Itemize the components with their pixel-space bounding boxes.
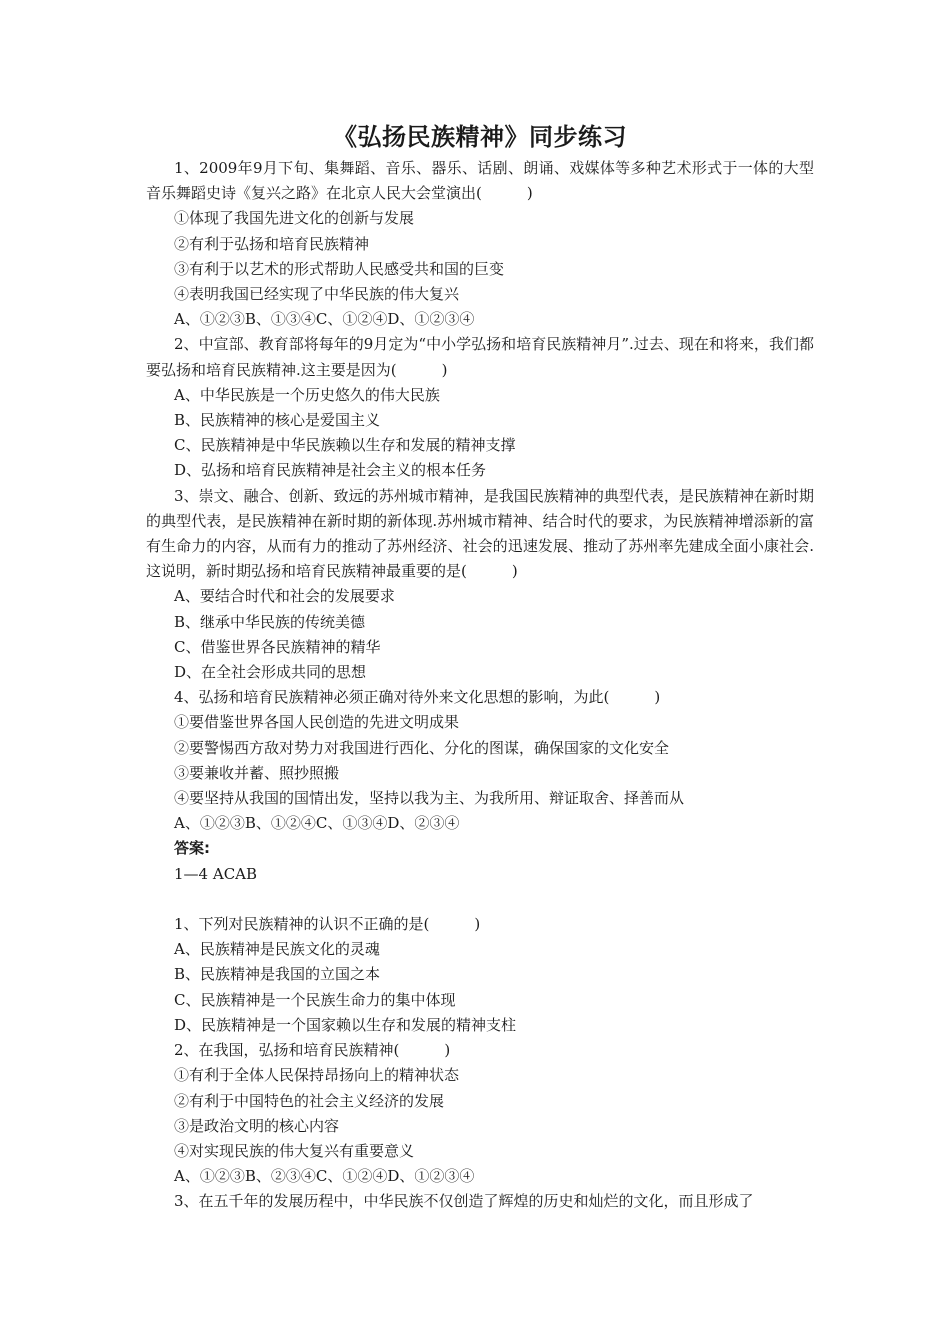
part2-line: A、民族精神是民族文化的灵魂 <box>174 940 380 959</box>
question-1-options: A、①②③B、①③④C、①②④D、①②③④ <box>174 310 475 329</box>
question-3-option: B、继承中华民族的传统美德 <box>174 612 366 631</box>
question-2-option: B、民族精神的核心是爱国主义 <box>174 411 381 430</box>
part2-line: B、民族精神是我国的立国之本 <box>174 965 381 984</box>
question-3-option: D、在全社会形成共同的思想 <box>174 663 367 682</box>
question-2-option: C、民族精神是中华民族赖以生存和发展的精神支撑 <box>174 436 516 455</box>
part2-line: ③是政治文明的核心内容 <box>174 1116 340 1135</box>
question-4-item: ②要警惕西方敌对势力对我国进行西化、分化的图谋，确保国家的文化安全 <box>174 738 670 757</box>
part2-line: ①有利于全体人民保持昂扬向上的精神状态 <box>174 1066 460 1085</box>
answer-label: 答案: <box>174 839 210 858</box>
document-page <box>146 118 814 1215</box>
question-1-item: ④表明我国已经实现了中华民族的伟大复兴 <box>174 285 460 304</box>
question-1-item: ③有利于以艺术的形式帮助人民感受共和国的巨变 <box>174 259 505 278</box>
part2-line: 3、在五千年的发展历程中，中华民族不仅创造了辉煌的历史和灿烂的文化，而且形成了 <box>174 1192 754 1211</box>
part2-line: ②有利于中国特色的社会主义经济的发展 <box>174 1091 445 1110</box>
part2-line: 2、在我国，弘扬和培育民族精神( ) <box>174 1041 451 1060</box>
part2-line: ④对实现民族的伟大复兴有重要意义 <box>174 1141 415 1160</box>
question-2-option: D、弘扬和培育民族精神是社会主义的根本任务 <box>174 461 487 480</box>
question-4-item: ④要坚持从我国的国情出发，坚持以我为主、为我所用、辩证取舍、择善而从 <box>174 789 685 808</box>
question-4-options: A、①②③B、①②④C、①③④D、②③④ <box>174 814 460 833</box>
question-1-stem: 1、2009年9月下旬、集舞蹈、音乐、器乐、话剧、朗诵、戏媒体等多种艺术形式于一体的大型音乐舞蹈史诗《复兴之路》在北京人民大会堂演出( ) <box>146 159 814 203</box>
question-3-option: C、借鉴世界各民族精神的精华 <box>174 637 381 656</box>
part2-line: C、民族精神是一个民族生命力的集中体现 <box>174 990 456 1009</box>
part2-line: 1、下列对民族精神的认识不正确的是( ) <box>174 915 481 934</box>
spacer <box>146 887 814 912</box>
part2-line: D、民族精神是一个国家赖以生存和发展的精神支柱 <box>174 1015 517 1034</box>
question-4-stem: 4、弘扬和培育民族精神必须正确对待外来文化思想的影响，为此( ) <box>174 688 661 707</box>
part2-line: A、①②③B、②③④C、①②④D、①②③④ <box>174 1167 475 1186</box>
question-4-item: ①要借鉴世界各国人民创造的先进文明成果 <box>174 713 460 732</box>
answer-value: 1—4 ACAB <box>174 864 258 883</box>
question-1-item: ②有利于弘扬和培育民族精神 <box>174 234 370 253</box>
question-3-option: A、要结合时代和社会的发展要求 <box>174 587 395 606</box>
question-2-option: A、中华民族是一个历史悠久的伟大民族 <box>174 385 440 404</box>
question-3-stem: 3、崇文、融合、创新、致远的苏州城市精神，是我国民族精神的典型代表，是民族精神在新时期的典型代表，是民族精神在新时期的新体现.苏州城市精神、结合时代的要求，为民族精神增添新的富有生命力的内容，从而有力的推动了苏州经济、社会的迅速发展、推动了苏州率先建成全面小康社会.这说明，新时期弘扬和培育民族精神最重要的是( ) <box>146 486 814 581</box>
question-2-stem: 2、中宣部、教育部将每年的9月定为“中小学弘扬和培育民族精神月”.过去、现在和将来，我们都要弘扬和培育民族精神.这主要是因为( ) <box>146 335 814 379</box>
document-title: 《弘扬民族精神》同步练习 <box>333 123 627 151</box>
question-4-item: ③要兼收并蓄、照抄照搬 <box>174 763 340 782</box>
question-1-item: ①体现了我国先进文化的创新与发展 <box>174 209 415 228</box>
